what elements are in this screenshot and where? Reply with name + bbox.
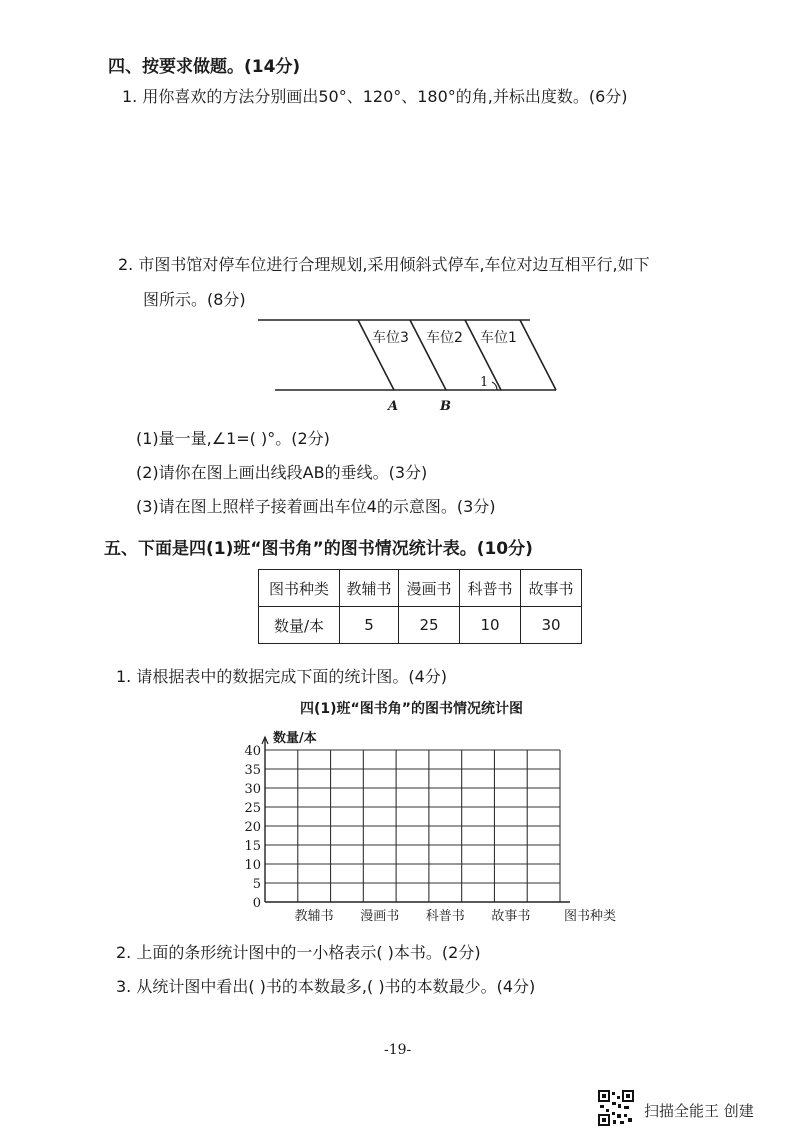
x-category-label: 教辅书 <box>294 909 334 924</box>
table-cell: 科普书 <box>460 570 521 607</box>
bar-chart <box>0 720 800 930</box>
section5-question3: 3. 从统计图中看出( )书的本数最多,( )书的本数最少。(4分) <box>116 977 536 996</box>
watermark-text: 扫描全能王 创建 <box>644 1102 754 1120</box>
y-tick-label: 25 <box>244 801 261 816</box>
table-cell: 25 <box>399 607 460 644</box>
section5-question1: 1. 请根据表中的数据完成下面的统计图。(4分) <box>116 667 448 686</box>
x-category-label: 故事书 <box>491 909 531 924</box>
y-tick-label: 15 <box>244 839 261 854</box>
parking-divider-4 <box>520 320 556 390</box>
table-cell: 5 <box>340 607 399 644</box>
page-number: -19- <box>384 1042 412 1058</box>
point-b-label: B <box>440 399 451 414</box>
y-axis-label: 数量/本 <box>273 731 317 746</box>
table-cell: 漫画书 <box>399 570 460 607</box>
table-cell: 10 <box>460 607 521 644</box>
y-tick-label: 35 <box>244 763 261 778</box>
y-tick-label: 0 <box>252 896 261 911</box>
y-tick-label: 40 <box>244 744 261 759</box>
table-cell: 30 <box>521 607 582 644</box>
y-tick-label: 20 <box>244 820 261 835</box>
table-header-row <box>259 570 582 607</box>
y-tick-label: 10 <box>244 858 261 873</box>
y-tick-label: 5 <box>252 877 261 892</box>
parking-spot-2-label: 车位2 <box>426 330 463 346</box>
section4-question1: 1. 用你喜欢的方法分别画出50°、120°、180°的角,并标出度数。(6分) <box>122 87 628 106</box>
section4-heading: 四、按要求做题。(14分) <box>108 57 301 77</box>
qr-code-icon <box>598 1090 634 1126</box>
parking-diagram <box>0 0 800 420</box>
section5-heading: 五、下面是四(1)班“图书角”的图书情况统计表。(10分) <box>104 539 533 559</box>
angle-1-arc <box>492 382 497 390</box>
parking-spot-1-label: 车位1 <box>480 330 517 346</box>
section4-question2-line1: 2. 市图书馆对停车位进行合理规划,采用倾斜式停车,车位对边互相平行,如下 <box>118 255 650 274</box>
section4-sub1: (1)量一量,∠1=( )°。(2分) <box>136 429 330 448</box>
x-category-label: 科普书 <box>425 909 465 924</box>
chart-title: 四(1)班“图书角”的图书情况统计图 <box>300 701 523 717</box>
table-cell: 故事书 <box>521 570 582 607</box>
book-stats-table <box>258 569 582 644</box>
table-cell: 数量/本 <box>259 607 340 644</box>
parking-spot-3-label: 车位3 <box>372 330 409 346</box>
angle-1-label: 1 <box>480 375 489 390</box>
table-cell: 教辅书 <box>340 570 399 607</box>
point-a-label: A <box>388 399 399 414</box>
x-category-label: 漫画书 <box>360 909 400 924</box>
section4-question2-line2: 图所示。(8分) <box>143 290 246 309</box>
section4-sub3: (3)请在图上照样子接着画出车位4的示意图。(3分) <box>136 497 496 516</box>
x-axis-label: 图书种类 <box>564 909 617 924</box>
y-tick-label: 30 <box>244 782 261 797</box>
section5-question2: 2. 上面的条形统计图中的一小格表示( )本书。(2分) <box>116 943 481 962</box>
section4-sub2: (2)请你在图上画出线段AB的垂线。(3分) <box>136 463 428 482</box>
table-cell: 图书种类 <box>259 570 340 607</box>
table-row <box>259 607 582 644</box>
